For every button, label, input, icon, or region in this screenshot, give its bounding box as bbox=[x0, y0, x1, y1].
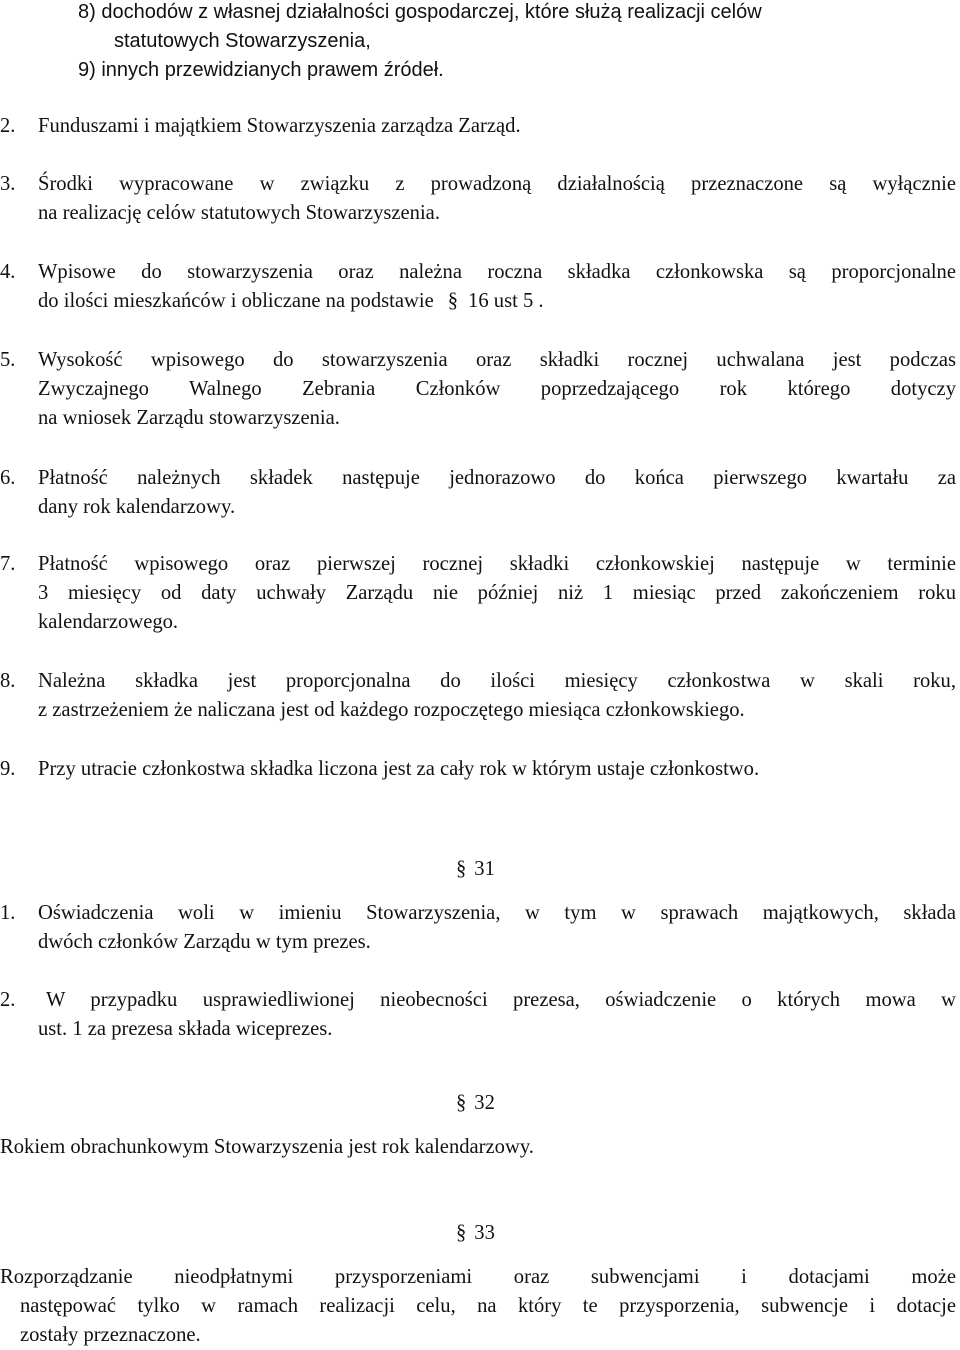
point-text: 16 ust 5 . bbox=[468, 290, 544, 312]
section-symbol: § bbox=[456, 1222, 467, 1244]
point-6 bbox=[0, 464, 956, 522]
item-number: 9) bbox=[78, 59, 96, 81]
point-text: na realizację celów statutowych Stowarzyszenia. bbox=[38, 202, 440, 224]
item-text: dochodów z własnej działalności gospodarczej, które służą realizacji celów bbox=[101, 1, 762, 23]
point-text: Płatność wpisowego oraz pierwszej rocznej składki członkowskiej następuje w terminie bbox=[38, 553, 956, 575]
point-text: Zwyczajnego Walnego Zebrania Członków poprzedzającego rok którego dotyczy bbox=[38, 378, 956, 400]
point-text: W przypadku usprawiedliwionej nieobecności prezesa, oświadczenie o których mowa w bbox=[46, 989, 956, 1011]
section-heading-32 bbox=[456, 1089, 495, 1118]
sec33-text bbox=[0, 1263, 956, 1350]
point-number: 7. bbox=[0, 553, 16, 575]
point-text: do ilości mieszkańców i obliczane na podstawie bbox=[38, 290, 434, 312]
item-number: 8) bbox=[78, 1, 96, 23]
point-number: 6. bbox=[0, 467, 16, 489]
point-7 bbox=[0, 550, 956, 637]
item-text: innych przewidzianych prawem źródeł. bbox=[101, 59, 444, 81]
point-number: 8. bbox=[0, 670, 16, 692]
paragraph-text: Rokiem obrachunkowym Stowarzyszenia jest rok kalendarzowy. bbox=[0, 1136, 534, 1158]
point-text: 3 miesięcy od daty uchwały Zarządu nie później niż 1 miesiąc przed zakończeniem roku bbox=[38, 582, 956, 604]
point-number: 1. bbox=[0, 902, 16, 924]
item-8-line-2: statutowych Stowarzyszenia, bbox=[114, 30, 371, 52]
list-item bbox=[78, 56, 878, 85]
section-number: 31 bbox=[474, 858, 495, 880]
paragraph-text: następować tylko w ramach realizacji celu, na który te przysporzenia, subwencje i dotacje bbox=[20, 1295, 956, 1317]
point-number: 2. bbox=[0, 989, 16, 1011]
point-2 bbox=[0, 112, 956, 141]
point-text: kalendarzowego. bbox=[38, 611, 179, 633]
section-symbol: § bbox=[447, 290, 459, 312]
point-text: Oświadczenia woli w imieniu Stowarzyszenia, w tym w sprawach majątkowych, składa bbox=[38, 902, 956, 924]
section-symbol: § bbox=[456, 1092, 467, 1114]
point-number: 5. bbox=[0, 349, 16, 371]
point-text: dwóch członków Zarządu w tym prezes. bbox=[38, 931, 371, 953]
point-text: na wniosek Zarządu stowarzyszenia. bbox=[38, 407, 340, 429]
point-text: Wpisowe do stowarzyszenia oraz należna roczna składka członkowska są proporcjonalne bbox=[38, 261, 956, 283]
point-text: Przy utracie członkostwa składka liczona jest za cały rok w którym ustaje członkostwo. bbox=[38, 758, 760, 780]
point-number: 3. bbox=[0, 173, 16, 195]
point-9 bbox=[0, 755, 956, 784]
list-item bbox=[78, 0, 878, 56]
sec31-point-1 bbox=[0, 899, 956, 957]
sec32-text bbox=[0, 1133, 956, 1162]
point-8 bbox=[0, 667, 956, 725]
point-text: dany rok kalendarzowy. bbox=[38, 496, 236, 518]
point-text: Funduszami i majątkiem Stowarzyszenia zarządza Zarząd. bbox=[38, 115, 521, 137]
item-8-line-1 bbox=[78, 0, 878, 27]
section-heading-33 bbox=[456, 1219, 495, 1248]
sec31-point-2 bbox=[0, 986, 956, 1044]
point-number: 4. bbox=[0, 261, 16, 283]
section-number: 32 bbox=[474, 1092, 495, 1114]
point-number: 2. bbox=[0, 115, 16, 137]
point-text: Płatność należnych składek następuje jednorazowo do końca pierwszego kwartału za bbox=[38, 467, 956, 489]
point-number: 9. bbox=[0, 758, 16, 780]
point-text: ust. 1 za prezesa składa wiceprezes. bbox=[38, 1018, 333, 1040]
section-heading-31 bbox=[456, 855, 495, 884]
point-text: z zastrzeżeniem że naliczana jest od każdego rozpoczętego miesiąca członkowskiego. bbox=[38, 699, 745, 721]
section-number: 33 bbox=[474, 1222, 495, 1244]
paragraph-text: zostały przeznaczone. bbox=[20, 1324, 201, 1346]
point-4 bbox=[0, 258, 956, 316]
section-symbol: § bbox=[456, 858, 467, 880]
paragraph-text: Rozporządzanie nieodpłatnymi przysporzeniami oraz subwencjami i dotacjami może bbox=[0, 1266, 956, 1288]
point-text: Środki wypracowane w związku z prowadzoną działalnością przeznaczone są wyłącznie bbox=[38, 173, 956, 195]
point-text: Wysokość wpisowego do stowarzyszenia oraz składki rocznej uchwalana jest podczas bbox=[38, 349, 956, 371]
point-3 bbox=[0, 170, 956, 228]
point-text: Należna składka jest proporcjonalna do ilości miesięcy członkostwa w skali roku, bbox=[38, 670, 956, 692]
point-5 bbox=[0, 346, 956, 433]
